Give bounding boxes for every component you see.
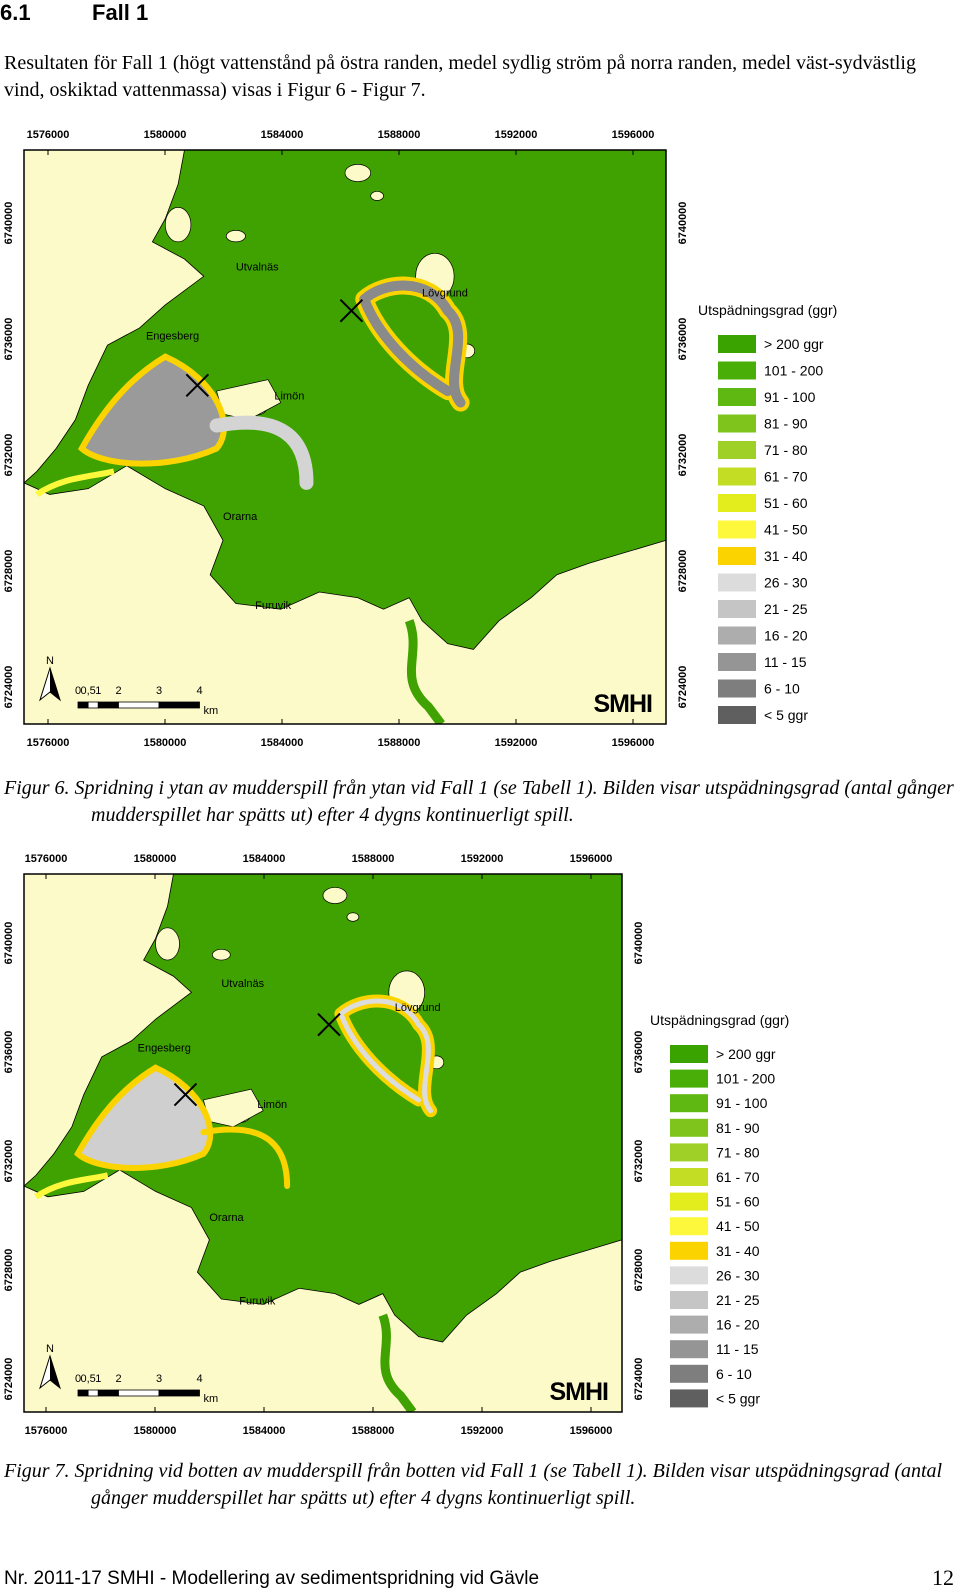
x-tick-top: 1588000 [377, 129, 421, 141]
x-tick-bottom: 1588000 [351, 1425, 395, 1437]
legend-label: 16 - 20 [764, 627, 808, 644]
x-tick-top: 1584000 [260, 129, 304, 141]
legend-label: 26 - 30 [764, 574, 808, 591]
x-tick-bottom: 1576000 [26, 737, 70, 749]
y-tick-right: 6728000 [677, 549, 689, 593]
legend-label: 26 - 30 [716, 1267, 760, 1284]
y-tick-left: 6732000 [3, 1139, 15, 1183]
y-tick-right: 6740000 [633, 921, 645, 965]
y-tick-right: 6728000 [633, 1248, 645, 1292]
y-tick-left: 6728000 [3, 549, 15, 593]
legend-swatch [670, 1045, 708, 1063]
legend-label: 61 - 70 [716, 1169, 760, 1185]
place-label-orarna: Orarna [209, 1212, 244, 1225]
figure-6-caption: Figur 6. Spridning i ytan av mudderspill från ytan vid Fall 1 (se Tabell 1). Bilden visar utspädningsgrad (antal gånger mudderspillet har spätts ut) efter 4 dygns kontinuerligt spill. [4, 777, 954, 826]
scalebar-label: 0 [74, 1373, 82, 1385]
scalebar-label: 4 [196, 685, 203, 697]
y-tick-left: 6740000 [3, 201, 15, 245]
legend-swatch [670, 1316, 708, 1334]
y-tick-right: 6740000 [677, 201, 689, 245]
scalebar-unit: km [203, 705, 219, 717]
x-tick-top: 1592000 [494, 129, 538, 141]
legend-label: > 200 ggr [716, 1046, 776, 1062]
place-label-engesberg: Engesberg [137, 1042, 191, 1055]
place-label-limon: Limön [274, 390, 305, 403]
x-tick-bottom: 1596000 [611, 737, 655, 749]
intro-paragraph: Resultaten för Fall 1 (högt vattenstånd på östra randen, medel sydlig ström på norra randen, medel väst-sydvästlig vind, oskiktad vattenmassa) visas i Figur 6 - Figur 7. [4, 52, 916, 101]
place-label-furuvik: Furuvik [255, 600, 292, 613]
dilution-map [0, 842, 950, 1442]
legend-label: 11 - 15 [716, 1341, 759, 1358]
legend-swatch [670, 1168, 708, 1186]
legend-label: 51 - 60 [764, 495, 808, 511]
legend-swatch [718, 627, 756, 645]
island [226, 230, 245, 241]
y-tick-right: 6724000 [633, 1357, 645, 1401]
legend-label: 21 - 25 [716, 1292, 760, 1308]
legend-swatch [670, 1094, 708, 1112]
x-tick-top: 1596000 [611, 129, 655, 141]
scalebar-label: 2 [115, 685, 122, 697]
x-tick-bottom: 1596000 [569, 1425, 613, 1437]
place-label-utvalnas: Utvalnäs [221, 977, 265, 990]
x-tick-top: 1580000 [143, 129, 187, 141]
legend-swatch [670, 1365, 708, 1383]
x-tick-bottom: 1580000 [143, 737, 187, 749]
legend-swatch [670, 1291, 708, 1309]
scalebar-label: 0 [74, 685, 82, 697]
place-label-orarna: Orarna [223, 511, 258, 524]
legend-label: 11 - 15 [764, 654, 807, 670]
island [165, 207, 191, 241]
legend-swatch [670, 1119, 708, 1137]
legend-label: 21 - 25 [764, 601, 808, 617]
page-footer [4, 1565, 954, 1590]
legend-label: 101 - 200 [716, 1070, 776, 1087]
x-tick-top: 1588000 [351, 853, 395, 865]
smhi-logo: SMHI [593, 690, 652, 718]
x-tick-top: 1584000 [242, 853, 286, 865]
figure-7 [0, 842, 950, 1442]
y-tick-left: 6740000 [3, 921, 15, 965]
page-number: 12 [932, 1565, 954, 1590]
x-tick-bottom: 1584000 [260, 737, 304, 749]
legend-swatch [718, 680, 756, 698]
legend-label: 31 - 40 [716, 1242, 760, 1259]
scalebar-label: 3 [155, 1373, 163, 1385]
x-tick-bottom: 1584000 [242, 1425, 286, 1437]
x-tick-top: 1596000 [569, 853, 613, 865]
legend-label: 16 - 20 [716, 1316, 760, 1333]
legend-label: 6 - 10 [716, 1365, 752, 1382]
scalebar-label: 4 [196, 1373, 203, 1385]
legend-title: Utspädningsgrad (ggr) [650, 1012, 790, 1028]
place-label-limon: Limön [257, 1099, 288, 1112]
legend-label: 81 - 90 [764, 415, 808, 432]
legend-swatch [670, 1143, 708, 1161]
legend-swatch [718, 362, 756, 380]
x-tick-top: 1592000 [460, 853, 504, 865]
legend-label: 41 - 50 [764, 521, 808, 538]
scalebar-unit: km [203, 1393, 219, 1405]
x-tick-bottom: 1588000 [377, 737, 421, 749]
y-tick-right: 6724000 [677, 665, 689, 709]
legend-label: 81 - 90 [716, 1119, 760, 1136]
y-tick-right: 6736000 [677, 317, 689, 361]
y-tick-left: 6736000 [3, 317, 15, 361]
legend-swatch [670, 1193, 708, 1211]
dilution-map [0, 118, 950, 758]
scalebar-label: 2 [115, 1373, 122, 1385]
x-tick-bottom: 1580000 [133, 1425, 177, 1437]
legend-swatch [718, 706, 756, 724]
legend-swatch [670, 1217, 708, 1235]
y-tick-right: 6732000 [633, 1139, 645, 1183]
island [347, 913, 359, 922]
legend-label: < 5 ggr [716, 1390, 760, 1407]
legend-swatch [670, 1242, 708, 1260]
legend-swatch [718, 547, 756, 565]
y-tick-right: 6736000 [633, 1030, 645, 1074]
legend-swatch [718, 574, 756, 592]
y-tick-left: 6728000 [3, 1248, 15, 1292]
island [345, 164, 371, 181]
legend-swatch [718, 494, 756, 512]
legend-swatch [718, 521, 756, 539]
place-label-lovgrund: Lövgrund [422, 287, 468, 300]
scalebar-label: 1 [95, 685, 102, 697]
legend-swatch [670, 1070, 708, 1088]
island [156, 928, 180, 960]
legend-swatch [670, 1340, 708, 1358]
legend-label: 61 - 70 [764, 468, 808, 485]
place-label-utvalnas: Utvalnäs [235, 261, 279, 274]
legend-label: > 200 ggr [764, 336, 824, 352]
legend-swatch [718, 653, 756, 671]
x-tick-top: 1576000 [24, 853, 68, 865]
y-tick-left: 6724000 [3, 665, 15, 709]
legend-swatch [718, 415, 756, 433]
y-tick-left: 6724000 [3, 1357, 15, 1401]
legend-swatch [670, 1389, 708, 1407]
legend-title: Utspädningsgrad (ggr) [698, 302, 838, 318]
legend-swatch [718, 388, 756, 406]
legend-label: 6 - 10 [764, 680, 800, 697]
north-label: N [46, 1343, 54, 1355]
place-label-lovgrund: Lövgrund [394, 1002, 441, 1015]
legend-label: 91 - 100 [716, 1095, 768, 1112]
island [371, 191, 384, 200]
legend-label: 101 - 200 [764, 362, 824, 379]
legend-label: 71 - 80 [716, 1144, 760, 1161]
legend-label: 51 - 60 [716, 1193, 760, 1210]
x-tick-bottom: 1592000 [460, 1425, 504, 1437]
island [323, 887, 347, 903]
x-tick-bottom: 1592000 [494, 737, 538, 749]
x-tick-top: 1580000 [133, 853, 177, 865]
place-label-furuvik: Furuvik [239, 1295, 276, 1308]
legend-swatch [718, 600, 756, 618]
legend-label: 31 - 40 [764, 548, 808, 564]
legend-swatch [718, 441, 756, 459]
section-title: Fall 1 [92, 0, 149, 25]
legend-label: 41 - 50 [716, 1218, 760, 1235]
scalebar-label: 0,5 [80, 685, 96, 697]
legend-label: < 5 ggr [764, 707, 808, 723]
x-tick-top: 1576000 [26, 129, 70, 141]
x-tick-bottom: 1576000 [24, 1425, 68, 1437]
footer-text: Nr. 2011-17 SMHI - Modellering av sedimentspridning vid Gävle [4, 1568, 540, 1589]
legend-swatch [718, 335, 756, 353]
y-tick-left: 6732000 [3, 433, 15, 477]
scalebar-label: 0,5 [80, 1373, 96, 1385]
legend-swatch [670, 1266, 708, 1284]
scalebar-label: 1 [95, 1373, 102, 1385]
legend-label: 71 - 80 [764, 442, 808, 458]
legend-label: 91 - 100 [764, 389, 816, 405]
legend-swatch [718, 468, 756, 486]
island [212, 949, 230, 960]
y-tick-left: 6736000 [3, 1030, 15, 1074]
y-tick-right: 6732000 [677, 433, 689, 477]
smhi-logo: SMHI [549, 1378, 608, 1406]
scalebar-label: 3 [155, 685, 163, 697]
figure-6 [0, 118, 950, 758]
figure-7-caption: Figur 7. Spridning vid botten av mudderspill från botten vid Fall 1 (se Tabell 1). Bilden visar utspädningsgrad (antal gånger mudderspillet har spätts ut) efter 4 dygns kontinuerligt spill. [4, 1460, 943, 1509]
place-label-engesberg: Engesberg [145, 330, 200, 343]
section-number: 6.1 [0, 0, 31, 25]
north-label: N [46, 655, 54, 667]
